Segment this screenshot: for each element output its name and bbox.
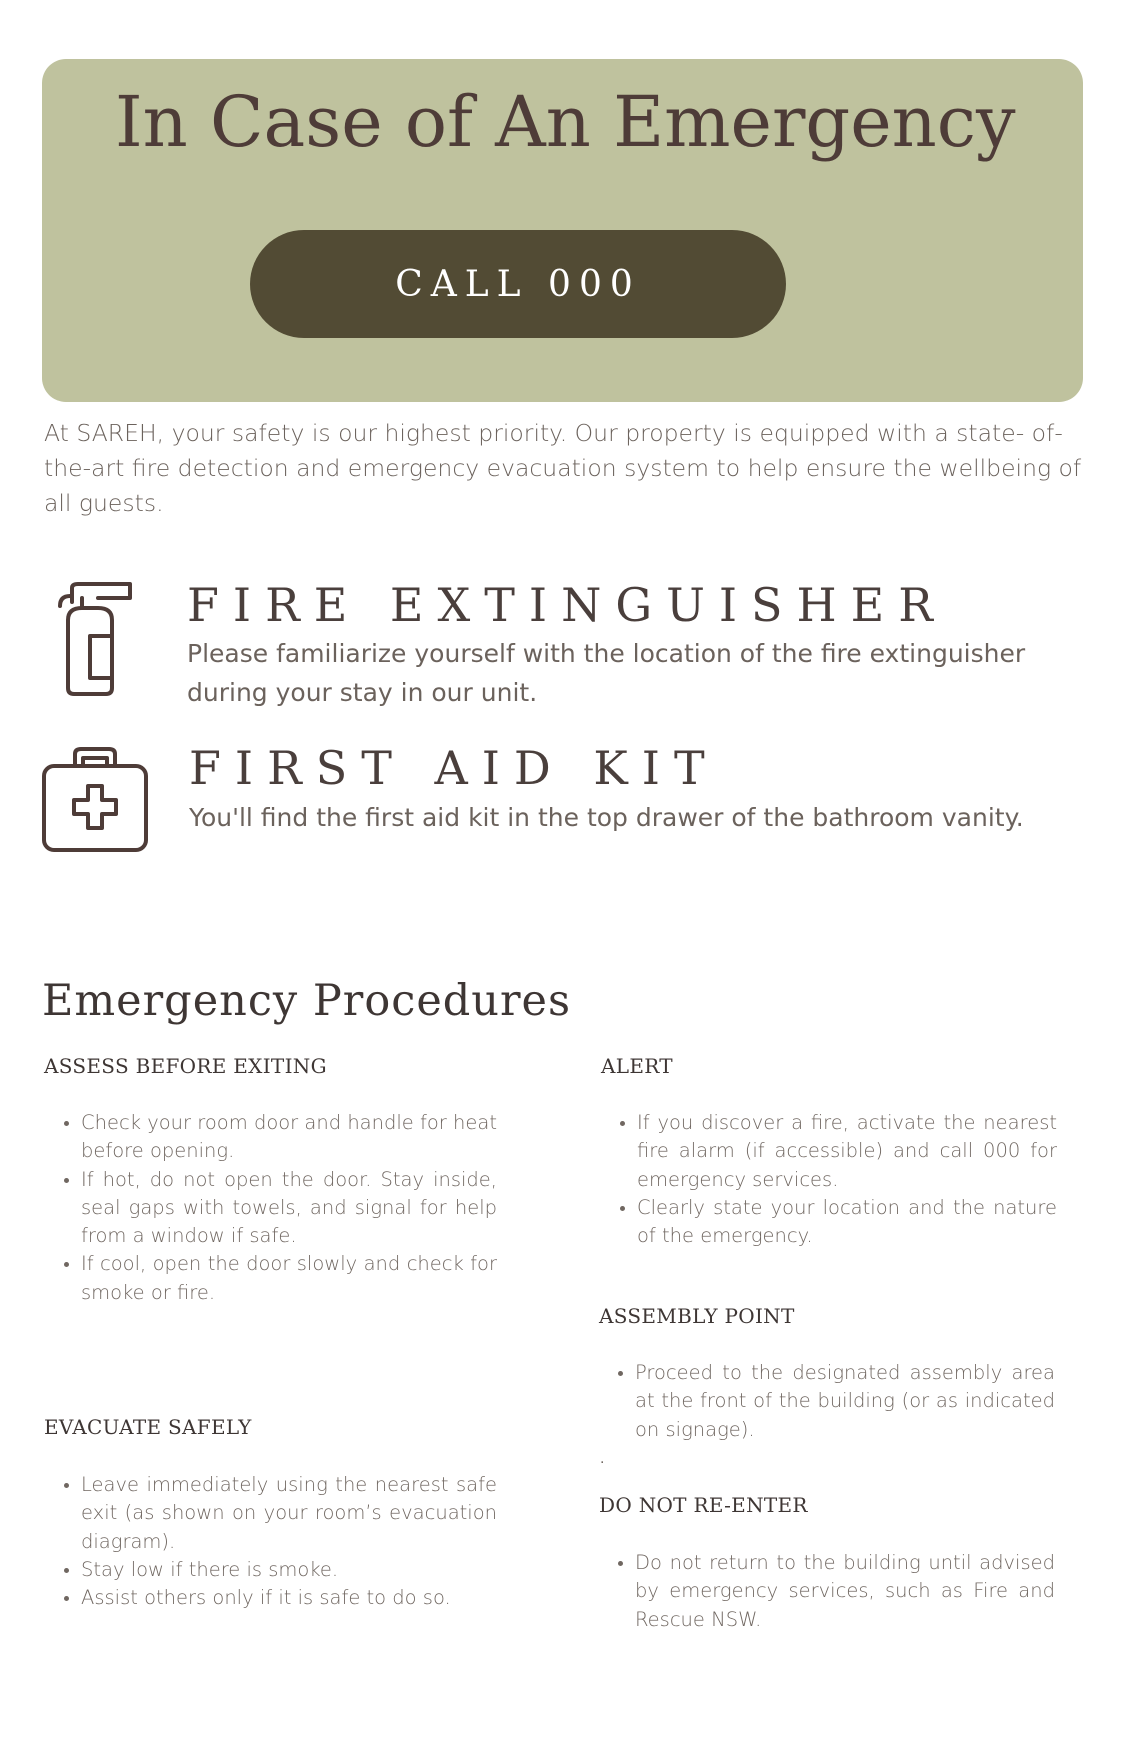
alert-heading: ALERT	[601, 1054, 673, 1078]
stray-mark: .	[600, 1450, 605, 1467]
evacuate-list	[44, 1471, 497, 1612]
fire-extinguisher-title: FIRE EXTINGUISHER	[187, 578, 947, 632]
list-item: • Check your room door and handle for heat before opening.	[81, 1109, 497, 1166]
banner-title: In Case of An Emergency	[115, 81, 1016, 163]
list-item: • Stay low if there is smoke.	[81, 1556, 497, 1584]
list-item: • Assist others only if it is safe to do so.	[81, 1584, 497, 1612]
do-not-reenter-heading: DO NOT RE-ENTER	[599, 1493, 808, 1517]
assess-list	[44, 1109, 497, 1307]
assembly-list	[598, 1359, 1055, 1444]
list-item: • Do not return to the building until advised by emergency services, such as Fire and Rescue NSW.	[635, 1549, 1055, 1634]
fire-extinguisher-icon	[54, 582, 134, 698]
list-item: • If hot, do not open the door. Stay inside, seal gaps with towels, and signal for help from a window if safe.	[81, 1166, 497, 1251]
assembly-heading: ASSEMBLY POINT	[599, 1304, 795, 1328]
alert-list	[600, 1109, 1057, 1250]
emergency-banner	[42, 59, 1083, 402]
do-not-reenter-list	[598, 1549, 1055, 1634]
list-item: • Clearly state your location and the nature of the emergency.	[637, 1194, 1057, 1251]
assess-heading: ASSESS BEFORE EXITING	[44, 1054, 327, 1078]
list-item: • If cool, open the door slowly and check for smoke or fire.	[81, 1250, 497, 1307]
first-aid-kit-icon	[41, 746, 149, 854]
list-item: • If you discover a fire, activate the nearest fire alarm (if accessible) and call 000 for emergency services.	[637, 1109, 1057, 1194]
intro-paragraph: At SAREH, your safety is our highest priority. Our property is equipped with a state- of-the-art fire detection and emergency evacuation system to help ensure the wellbeing of all guests.	[44, 419, 1082, 517]
evacuate-heading: EVACUATE SAFELY	[44, 1415, 252, 1439]
first-aid-kit-text: You'll find the first aid kit in the top drawer of the bathroom vanity.	[189, 803, 1024, 832]
list-item: • Leave immediately using the nearest safe exit (as shown on your room’s evacuation diagram).	[81, 1471, 497, 1556]
fire-extinguisher-text: Please familiarize yourself with the location of the fire extinguisher during your stay in our unit.	[187, 639, 1026, 707]
procedures-title: Emergency Procedures	[42, 976, 572, 1026]
list-item: • Proceed to the designated assembly area at the front of the building (or as indicated on signage).	[635, 1359, 1055, 1444]
call-000-button[interactable]: CALL 000	[250, 230, 786, 338]
first-aid-kit-title: FIRST AID KIT	[189, 741, 719, 795]
